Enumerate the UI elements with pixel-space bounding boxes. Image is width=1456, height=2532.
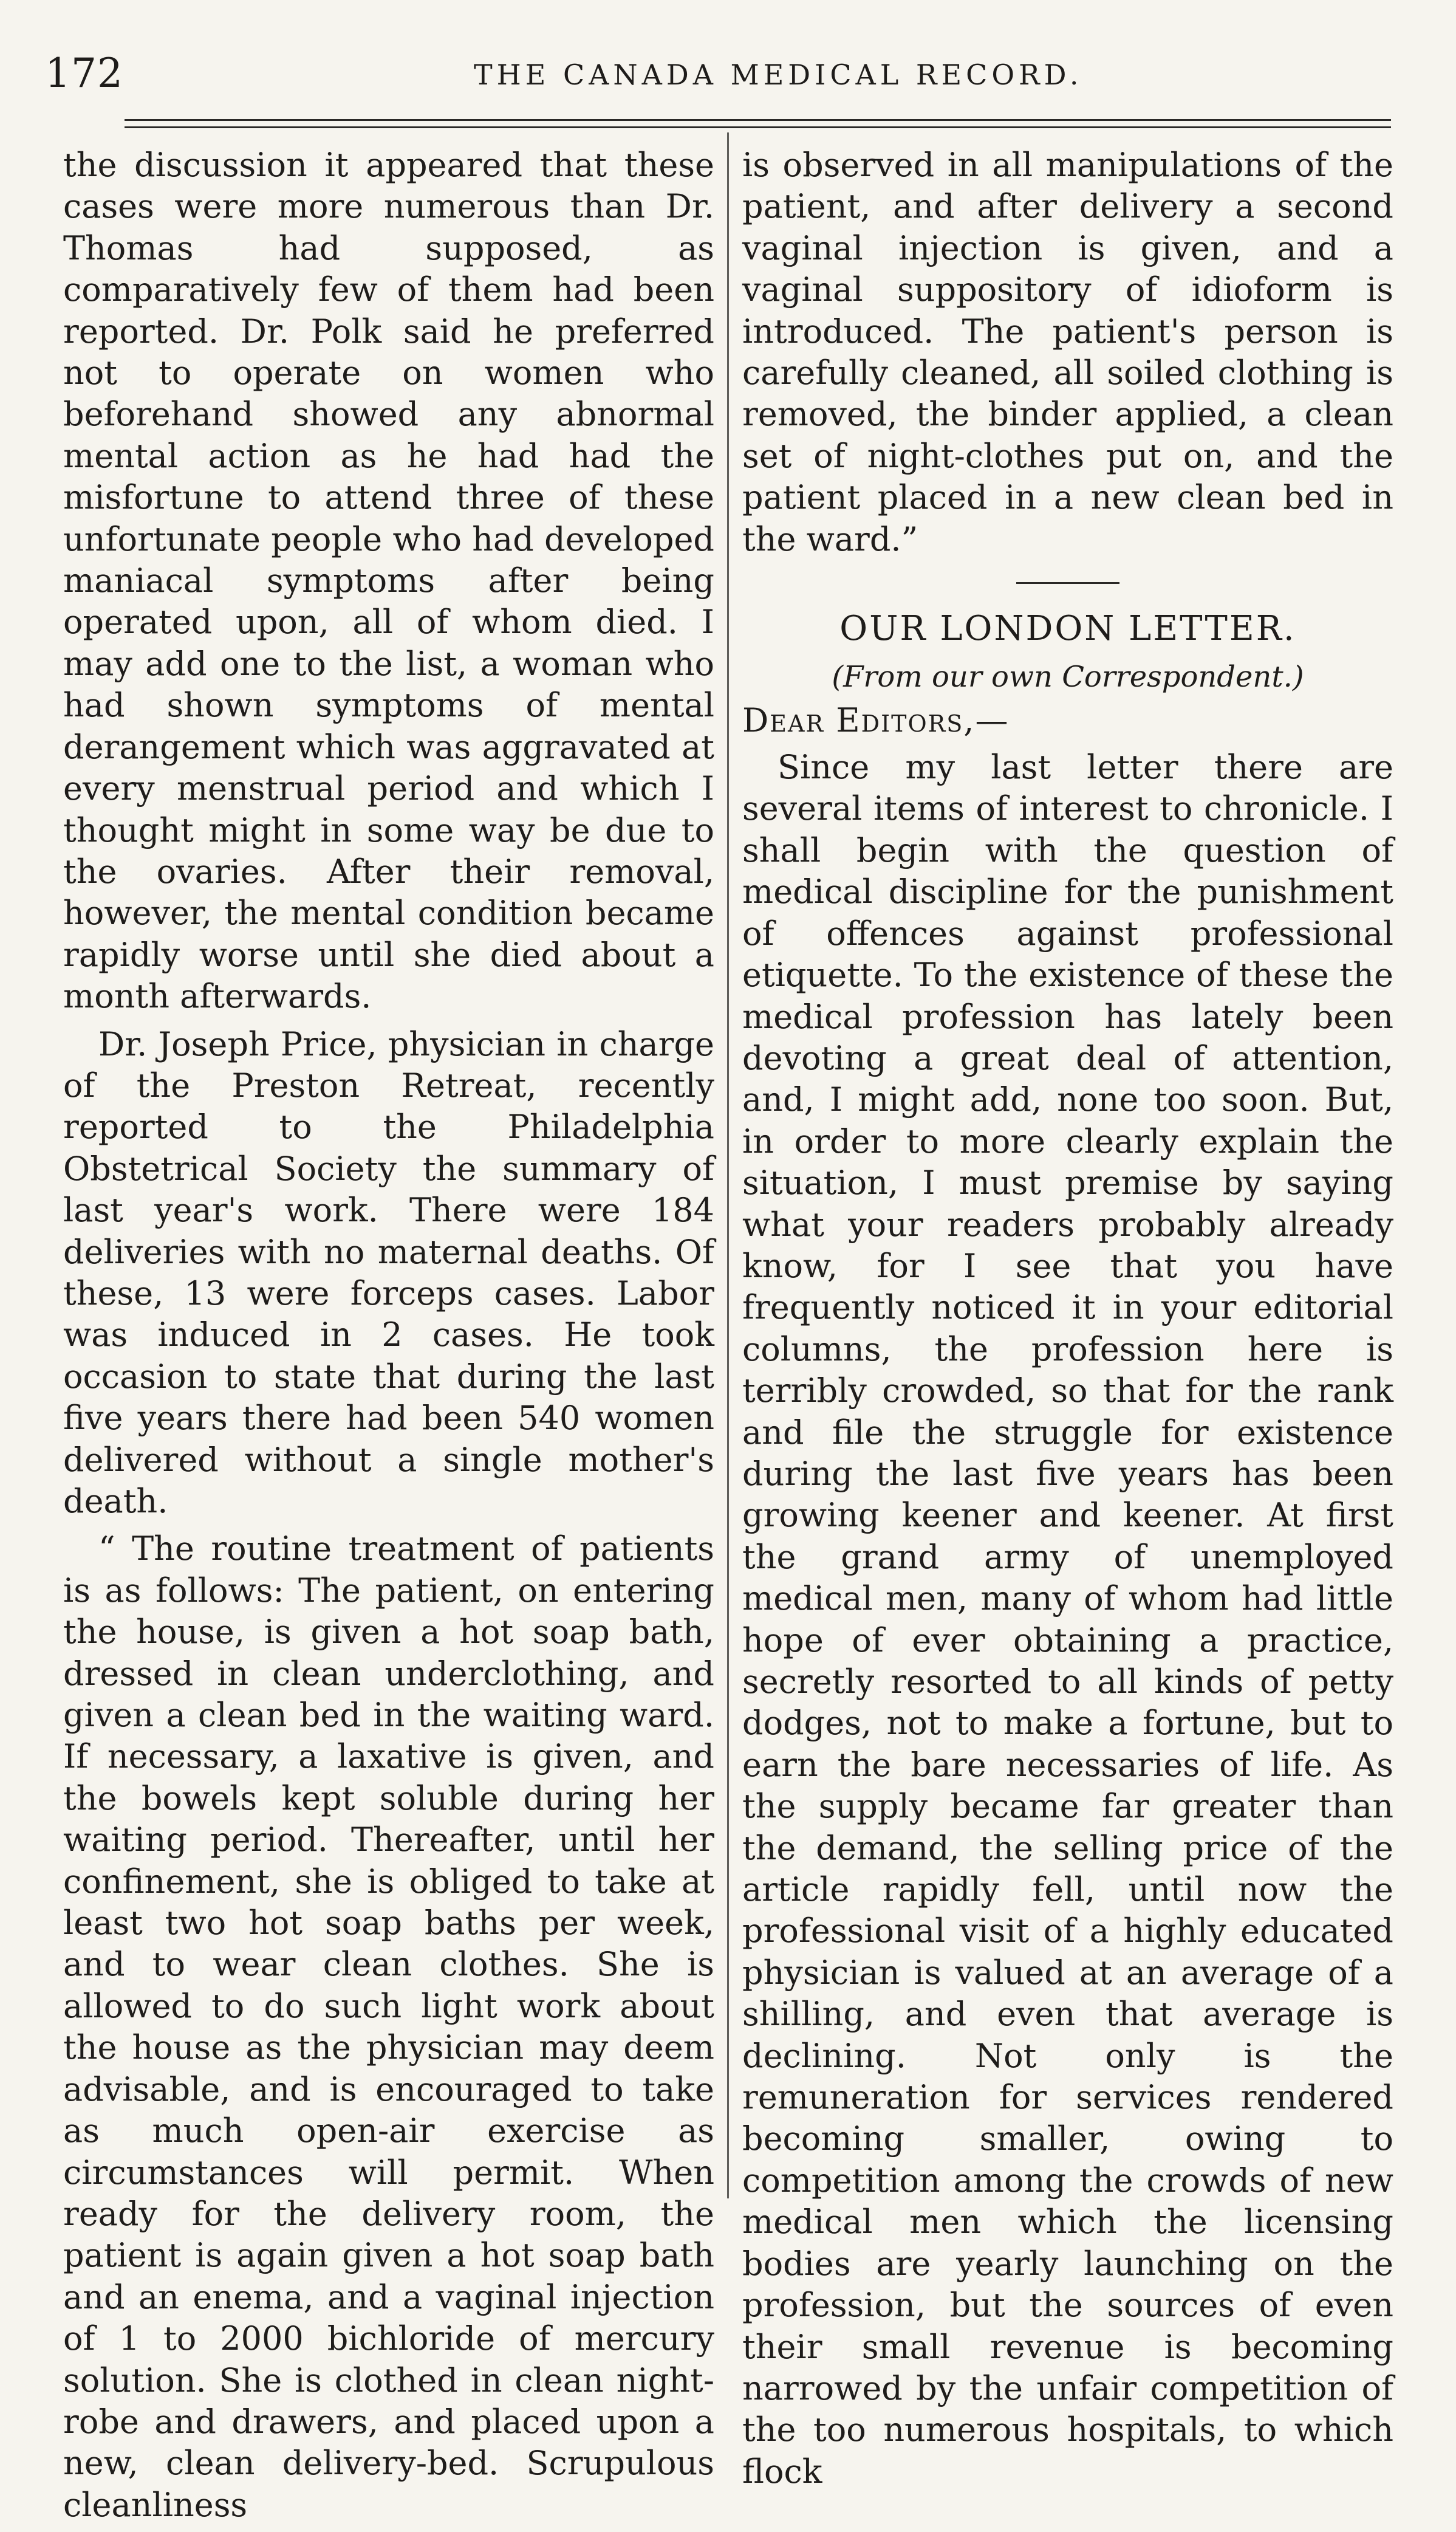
header-rule-bottom bbox=[125, 126, 1391, 128]
running-head-title: THE CANADA MEDICAL RECORD. bbox=[474, 58, 1083, 91]
left-column bbox=[63, 145, 714, 2532]
right-paragraph-2: Since my last letter there are several items of interest to chronicle. I shall begin with the question of medical discipline for the punishment of offences against professional etiquette. To the existence of these the medical profession has lately been devoting a great deal of attention, and, I might add, none too soon. But, in order to more clearly explain the situation, I must premise by saying what your readers probably already know, for I see that you have frequently noticed it in your editorial columns, the profession here is terribly crowded, so that for the rank and file the struggle for existence during the last five years has been growing keener and keener. At first the grand army of unemployed medical men, many of whom had little hope of ever obtaining a practice, secretly resorted to all kinds of petty dodges, not to make a fortune, but to earn the bare necessaries of life. As the supply became far greater than the demand, the selling price of the article rapidly fell, until now the professional visit of a highly educated physician is valued at an average of a shilling, and even that average is declining. Not only is the remuneration for services rendered becoming smaller, owing to competition among the crowds of new medical men which the licensing bodies are yearly launching on the profession, but the sources of even their small revenue is becoming narrowed by the unfair competition of the too numerous hospitals, to which flock bbox=[742, 748, 1393, 2491]
right-paragraph-1: is observed in all manipulations of the patient, and after delivery a second vaginal injection is given, and a vaginal suppository of idioform is introduced. The patient's person is carefully cleaned, all soiled clothing is removed, the binder applied, a clean set of night-clothes put on, and the patient placed in a new clean bed in the ward.” bbox=[742, 146, 1393, 558]
page-number: 172 bbox=[45, 50, 123, 97]
section-heading: OUR LONDON LETTER. bbox=[839, 609, 1296, 649]
header-rule-top bbox=[125, 119, 1391, 121]
left-paragraph-2: Dr. Joseph Price, physician in charge of the Preston Retreat, recently reported to the Philadelphia Obstetrical Society the summary of last year's work. There were 184 deliveries with no maternal deaths. Of these, 13 were forceps cases. Labor was induced in 2 cases. He took occasion to state that during the last five years there had been 540 women delivered without a single mother's death. bbox=[63, 1024, 714, 1520]
right-column bbox=[742, 145, 1393, 2499]
section-separator-rule bbox=[1016, 582, 1119, 584]
left-paragraph-3: “ The routine treatment of patients is as follows: The patient, on entering the house, is given a hot soap bath, dressed in clean underclothing, and given a clean bed in the waiting ward. If necessary, a laxative is given, and the bowels kept soluble during her waiting period. Thereafter, until her confinement, she is obliged to take at least two hot soap baths per week, and to wear clean clothes. She is allowed to do such light work about the house as the physician may deem advisable, and is encouraged to take as much open-air exercise as circumstances will permit. When ready for the delivery room, the patient is again given a hot soap bath and an enema, and a vaginal injection of 1 to 2000 bichloride of mercury solution. She is clothed in clean night-robe and drawers, and placed upon a new, clean delivery-bed. Scrupulous cleanliness bbox=[63, 1529, 714, 2524]
section-byline: (From our own Correspondent.) bbox=[832, 660, 1304, 695]
column-divider bbox=[727, 132, 729, 2198]
letter-salutation: Dear Editors,— bbox=[742, 701, 1010, 740]
left-paragraph-1: the discussion it appeared that these cases were more numerous than Dr. Thomas had supposed, as comparatively few of them had been reported. Dr. Polk said he preferred not to operate on women who beforehand showed any abnormal mental action as he had had the misfortune to attend three of these unfortunate people who had developed maniacal symptoms after being operated upon, all of whom died. I may add one to the list, a woman who had shown symptoms of mental derangement which was aggravated at every menstrual period and which I thought might in some way be due to the ovaries. After their removal, however, the mental condition became rapidly worse until she died about a month afterwards. bbox=[63, 146, 714, 1016]
